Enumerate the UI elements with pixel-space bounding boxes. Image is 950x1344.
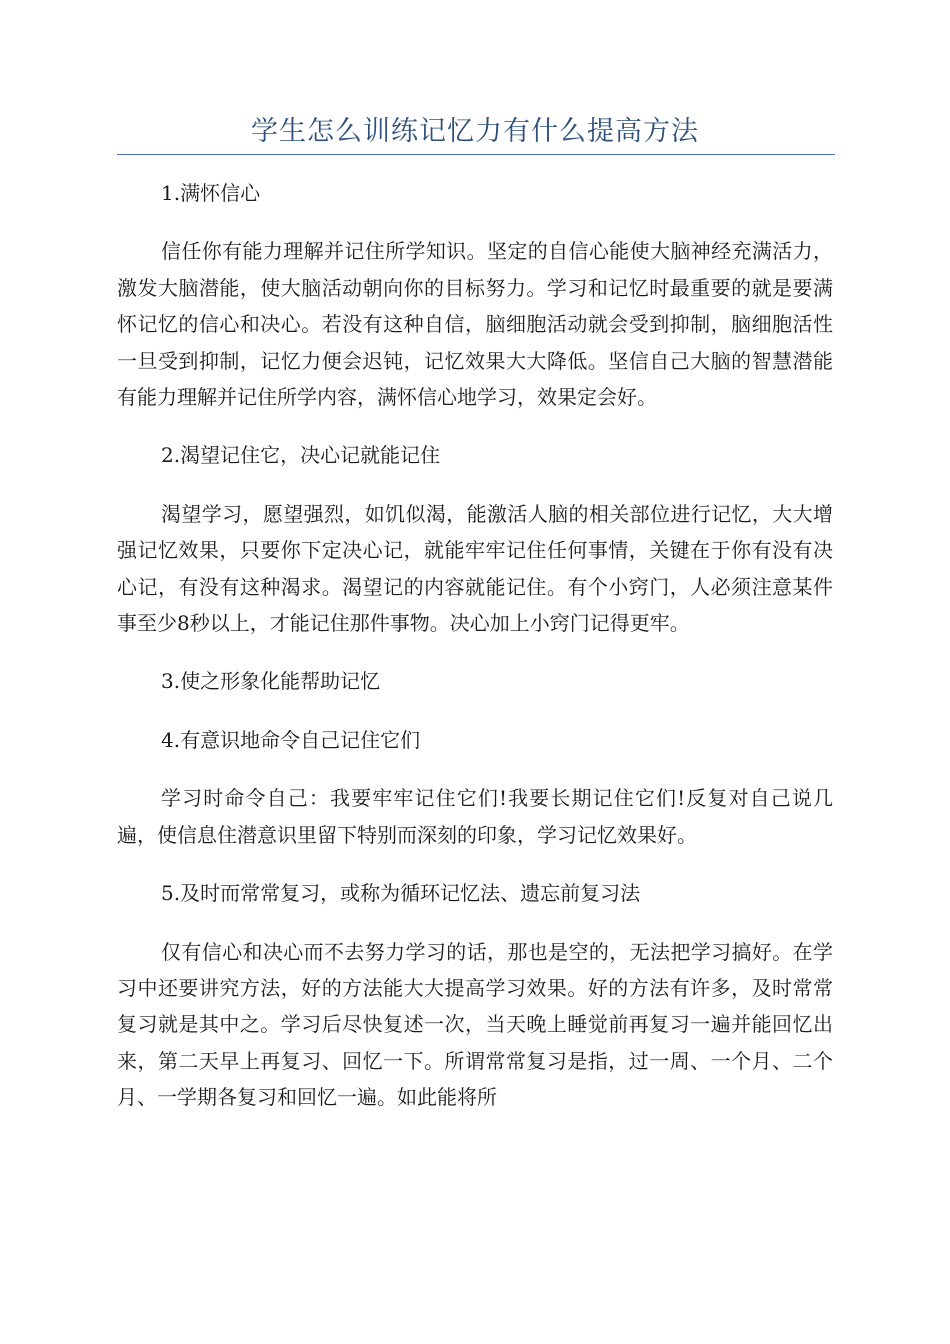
section-heading: 3.使之形象化能帮助记忆 — [161, 669, 381, 694]
document-body — [117, 175, 833, 1138]
section-heading: 1.满怀信心 — [161, 181, 261, 205]
section-heading: 2.渴望记住它，决心记就能记住 — [161, 443, 441, 468]
section-heading: 4.有意识地命令自己记住它们 — [161, 727, 421, 752]
document-title: 学生怎么训练记忆力有什么提高方法 — [251, 116, 699, 147]
section-paragraph: 仅有信心和决心而不去努力学习的话，那也是空的，无法把学习搞好。在学习中还要讲究方法，好的方法能大大提高学习效果。好的方法有许多，及时常常复习就是其中之。学习后尽快复述一次，当天晚上睡觉前再复习一遍并能回忆出来，第二天早上再复习、回忆一下。所谓常常复习是指，过一周、一个月、二个月、一学期各复习和回忆一遍。如此能将所 — [117, 939, 833, 1110]
section-paragraph: 学习时命令自己：我要牢牢记住它们!我要长期记住它们!反复对自己说几遍，使信息住潜意识里留下特别而深刻的印象，学习记忆效果好。 — [117, 786, 833, 847]
title-underline — [117, 154, 835, 155]
section-paragraph: 信任你有能力理解并记住所学知识。坚定的自信心能使大脑神经充满活力，激发大脑潜能，使大脑活动朝向你的目标努力。学习和记忆时最重要的就是要满怀记忆的信心和决心。若没有这种自信，脑细胞活动就会受到抑制，脑细胞活性一旦受到抑制，记忆力便会迟钝，记忆效果大大降低。坚信自己大脑的智慧潜能有能力理解并记住所学内容，满怀信心地学习，效果定会好。 — [117, 239, 833, 410]
section-paragraph: 渴望学习，愿望强烈，如饥似渴，能激活人脑的相关部位进行记忆，大大增强记忆效果，只要你下定决心记，就能牢牢记住任何事情，关键在于你有没有决心记，有没有这种渴求。渴望记的内容就能记住。有个小窍门，人必须注意某件事至少8秒以上，才能记住那件事物。决心加上小窍门记得更牢。 — [117, 501, 833, 636]
section-heading: 5.及时而常常复习，或称为循环记忆法、遗忘前复习法 — [161, 881, 641, 906]
